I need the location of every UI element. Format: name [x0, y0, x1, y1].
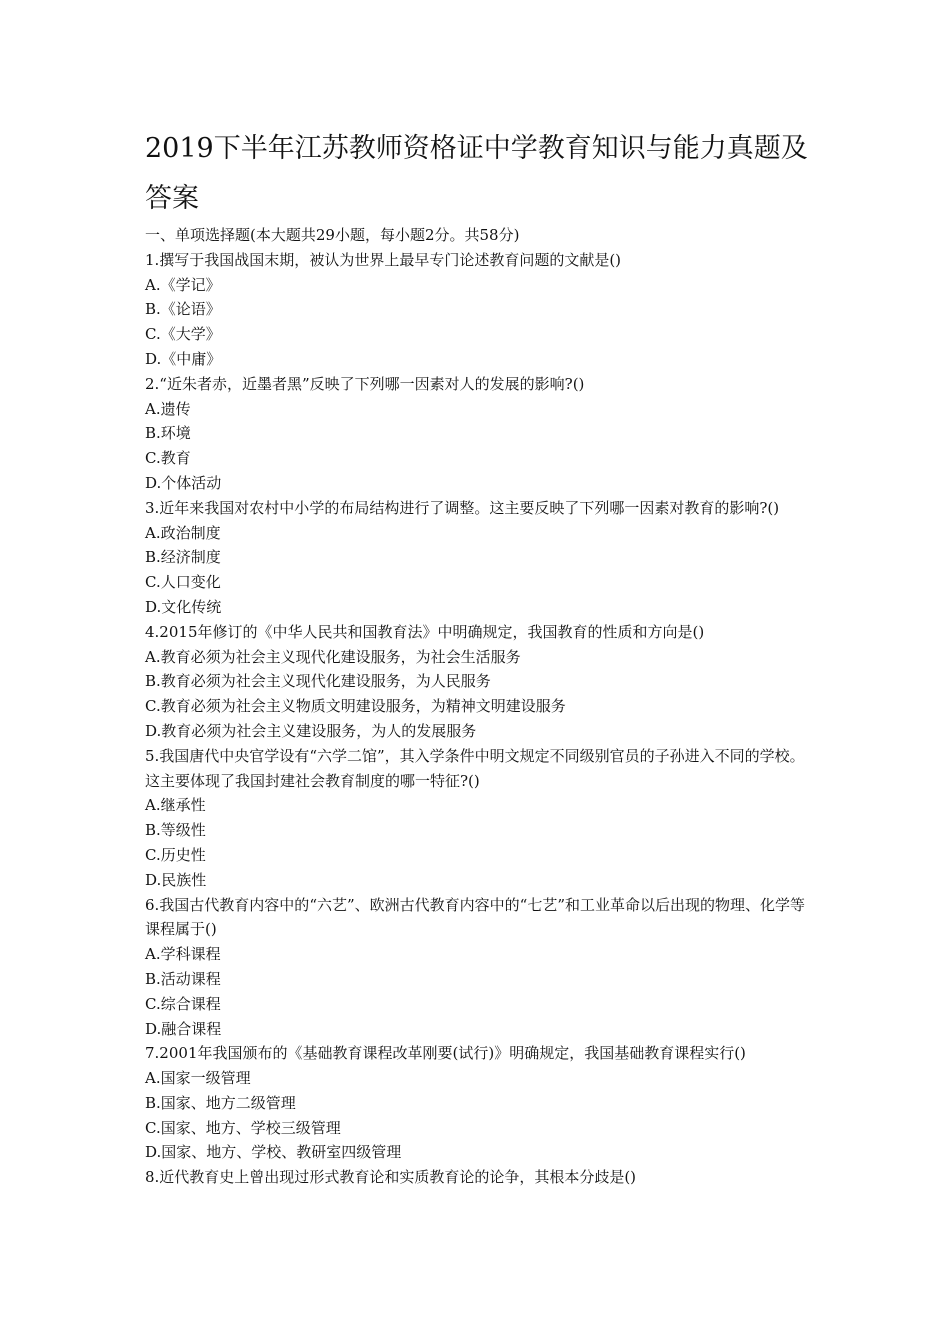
option-c: C.教育必须为社会主义物质文明建设服务，为精神文明建设服务: [145, 697, 566, 716]
option-b: B.国家、地方二级管理: [145, 1093, 296, 1112]
question-3: [145, 496, 810, 620]
option-a: A.继承性: [145, 796, 206, 815]
question-stem: 1.撰写于我国战国末期，被认为世界上最早专门论述教育问题的文献是(): [145, 250, 622, 269]
option-c: C.《大学》: [145, 325, 221, 344]
option-d: D.融合课程: [145, 1019, 222, 1038]
option-d: D.教育必须为社会主义建设服务，为人的发展服务: [145, 721, 477, 740]
question-8: [145, 1165, 810, 1190]
question-4: [145, 620, 810, 744]
option-c: C.人口变化: [145, 573, 221, 592]
option-b: B.《论语》: [145, 300, 221, 319]
option-c: C.教育: [145, 449, 191, 468]
question-stem: 5.我国唐代中央官学设有“六学二馆”，其入学条件中明文规定不同级别官员的子孙进入不同的学校。这主要体现了我国封建社会教育制度的哪一特征?(): [145, 746, 805, 790]
option-b: B.活动课程: [145, 969, 221, 988]
question-5: [145, 744, 810, 893]
question-1: [145, 248, 810, 372]
option-d: D.民族性: [145, 870, 207, 889]
option-d: D.国家、地方、学校、教研室四级管理: [145, 1143, 402, 1162]
option-c: C.历史性: [145, 845, 206, 864]
option-b: B.等级性: [145, 821, 206, 840]
option-a: A.政治制度: [145, 523, 221, 542]
option-d: D.文化传统: [145, 597, 222, 616]
question-stem: 4.2015年修订的《中华人民共和国教育法》中明确规定，我国教育的性质和方向是(): [145, 622, 705, 641]
option-b: B.教育必须为社会主义现代化建设服务，为人民服务: [145, 672, 491, 691]
question-7: [145, 1041, 810, 1165]
section-heading: 一、单项选择题(本大题共29小题，每小题2分。共58分): [145, 226, 520, 244]
question-stem: 2.“近朱者赤，近墨者黑”反映了下列哪一因素对人的发展的影响?(): [145, 374, 585, 393]
option-d: D.《中庸》: [145, 349, 222, 368]
question-stem: 7.2001年我国颁布的《基础教育课程改革刚要(试行)》明确规定，我国基础教育课程实行(): [145, 1044, 746, 1063]
option-c: C.综合课程: [145, 994, 221, 1013]
option-a: A.教育必须为社会主义现代化建设服务，为社会生活服务: [145, 647, 521, 666]
option-b: B.环境: [145, 424, 191, 443]
option-c: C.国家、地方、学校三级管理: [145, 1118, 341, 1137]
document-body: [145, 223, 810, 1190]
document-title: 2019下半年江苏教师资格证中学教育知识与能力真题及答案: [145, 133, 808, 214]
question-6: [145, 893, 810, 1042]
option-a: A.学科课程: [145, 945, 221, 964]
question-2: [145, 372, 810, 496]
option-a: A.遗传: [145, 399, 191, 418]
option-a: A.国家一级管理: [145, 1069, 251, 1088]
option-b: B.经济制度: [145, 548, 221, 567]
option-d: D.个体活动: [145, 473, 222, 492]
question-stem: 8.近代教育史上曾出现过形式教育论和实质教育论的论争，其根本分歧是(): [145, 1168, 637, 1187]
option-a: A.《学记》: [145, 275, 221, 294]
question-stem: 3.近年来我国对农村中小学的布局结构进行了调整。这主要反映了下列哪一因素对教育的影响?(): [145, 498, 780, 517]
question-stem: 6.我国古代教育内容中的“六艺”、欧洲古代教育内容中的“七艺”和工业革命以后出现的物理、化学等课程属于(): [145, 895, 805, 939]
